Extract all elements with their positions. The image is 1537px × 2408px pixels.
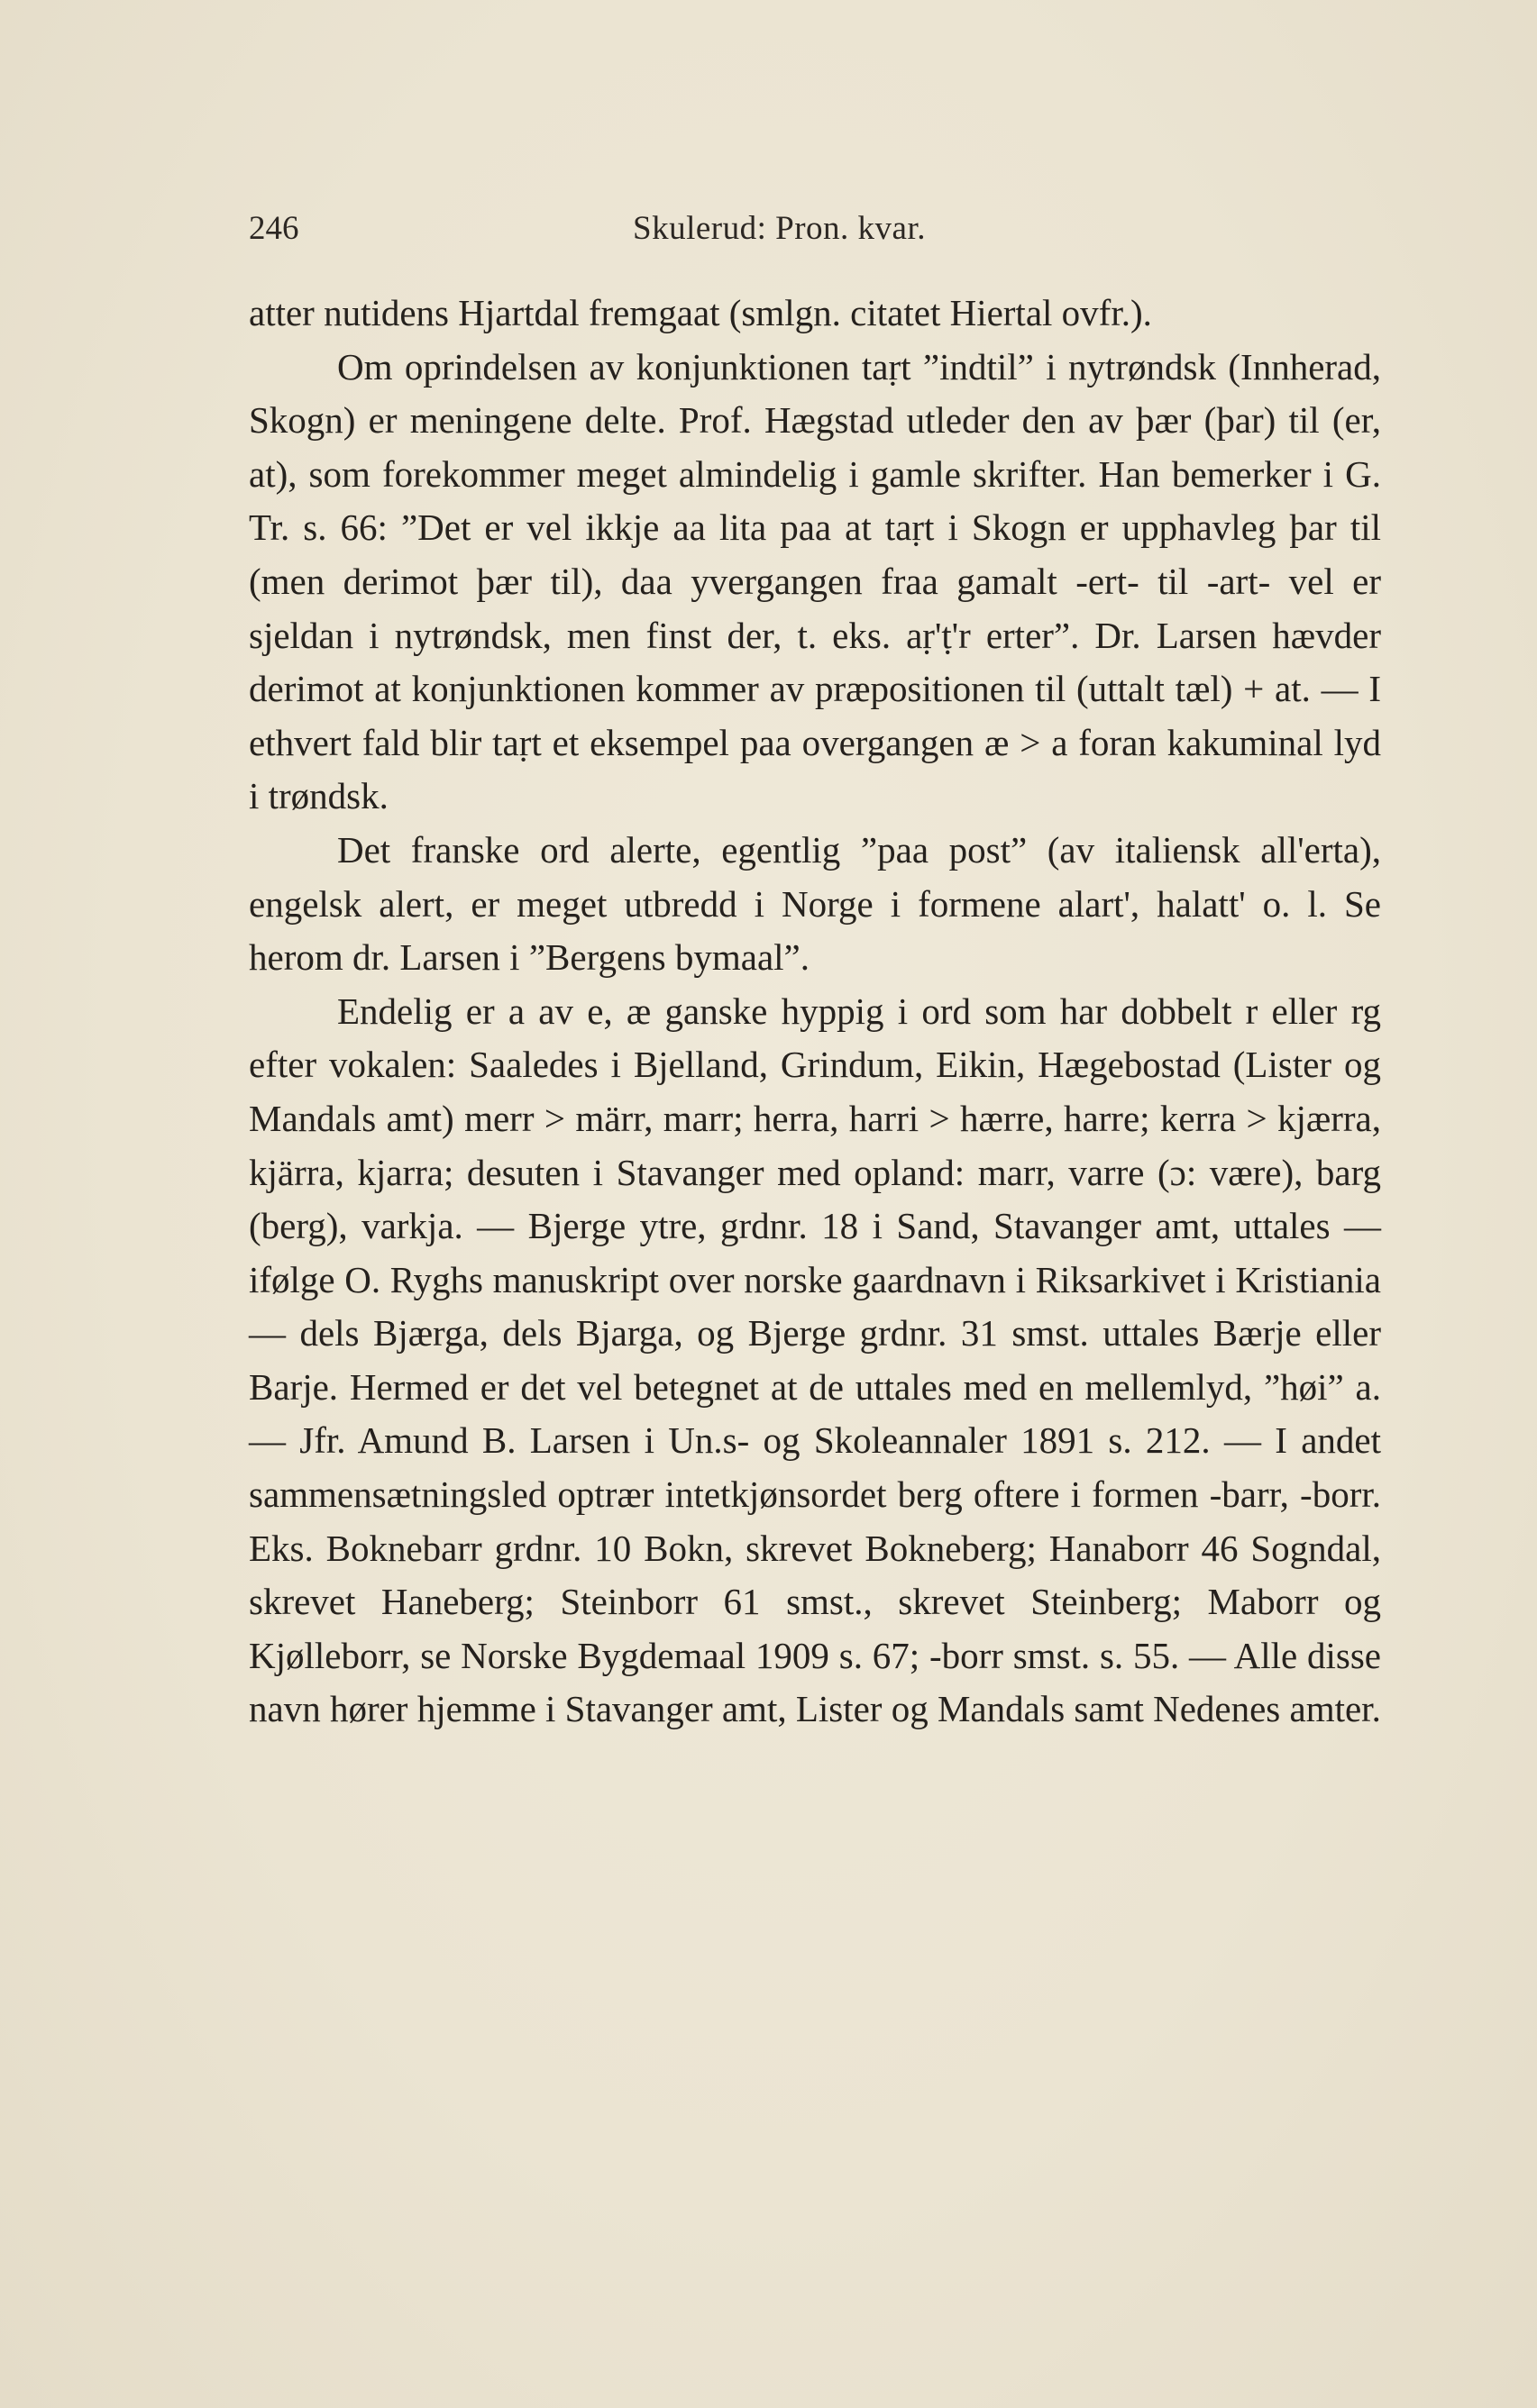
paragraph: Det franske ord alerte, egentlig ”paa post” (av italiensk all'erta), engelsk alert, er meget utbredd i Norge i formene alart', halatt' o. l. Se herom dr. Larsen i ”Bergens bymaal”.	[249, 828, 1381, 979]
paragraph: Om oprindelsen av konjunktionen taṛt ”indtil” i nytrøndsk (Innherad, Skogn) er meningene delte. Prof. Hægstad utleder den av þær (þar) til (er, at), som forekommer meget almindelig i gamle skrifter. Han bemerker i G. Tr. s. 66: ”Det er vel ikkje aa lita paa at taṛt i Skogn er upphavleg þar til (men derimot þær til), daa yvergangen fraa gamalt -ert- til -art- vel er sjeldan i nytrøndsk, men finst der, t. eks. aṛ'ṭ'r erter”. Dr. Larsen hævder derimot at konjunktionen kommer av præpositionen til (uttalt tæl) + at. — I ethvert fald blir taṛt et eksempel paa overgangen æ > a foran kakuminal lyd i trøndsk.	[249, 345, 1381, 817]
body-text	[249, 287, 1381, 1737]
running-head: Skulerud: Pron. kvar.	[633, 210, 926, 247]
paragraph: atter nutidens Hjartdal fremgaat (smlgn. citatet Hiertal ovfr.).	[249, 292, 1152, 333]
paragraph: Endelig er a av e, æ ganske hyppig i ord som har dobbelt r eller rg efter vokalen: Saaledes i Bjelland, Grindum, Eikin, Hægebostad (Lister og Mandals amt) merr > märr, marr; herra, harri > hærre, harre; kerra > kjærra, kjärra, kjarra; desuten i Stavanger med opland: marr, varre (ɔ: være), barg (berg), varkja. — Bjerge ytre, grdnr. 18 i Sand, Stavanger amt, uttales — ifølge O. Ryghs manuskript over norske gaardnavn i Riksarkivet i Kristiania — dels Bjærga, dels Bjarga, og Bjerge grdnr. 31 smst. uttales Bærje eller Barje. Hermed er det vel betegnet at de uttales med en mellemlyd, ”høi” a. — Jfr. Amund B. Larsen i Un.s- og Skoleannaler 1891 s. 212. — I andet sammensætningsled optrær intetkjønsordet berg oftere i formen -barr, -borr. Eks. Boknebarr grdnr. 10 Bokn, skrevet Bokneberg; Hanaborr 46 Sogndal, skrevet Haneberg; Steinborr 61 smst., skrevet Steinberg; Maborr og Kjølleborr, se Norske Bygdemaal 1909 s. 67; -borr smst. s. 55. — Alle disse navn hører hjemme i Stavanger amt, Lister og Mandals samt Nedenes amter.	[249, 990, 1381, 1730]
page-number: 246	[249, 210, 299, 247]
page-header	[249, 209, 1381, 263]
